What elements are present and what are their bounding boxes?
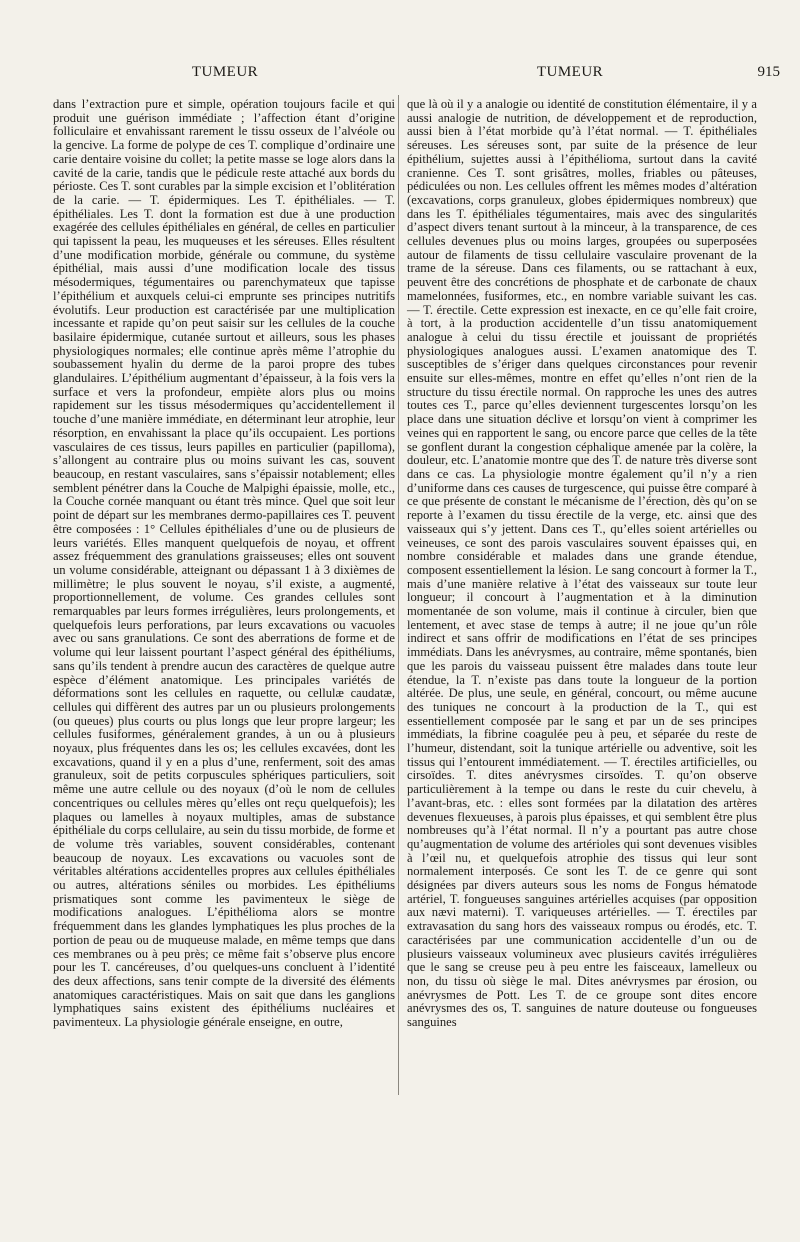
column-divider xyxy=(398,95,399,1095)
page-number: 915 xyxy=(757,64,780,80)
right-column xyxy=(407,98,757,1030)
left-column-text: dans l’extraction pure et simple, opération toujours facile et qui produit une guérison immédiate ; l’affection étant d’origine folliculaire et envahissant rarement le tissu osseux de l’alvéole ou la gencive. La forme de polype de ces T. complique d’ordinaire une carie dentaire voisine du collet; la petite masse se loge alors dans la cavité de la carie, tandis que le pédicule reste attaché aux bords du périoste. Ces T. sont curables par la simple excision et l’oblitération de la carie. — T. épidermiques. Les T. épithéliales. — T. épithéliales. Les T. dont la formation est due à une production exagérée des cellules épithéliales en général, de celles en particulier qui tapissent la peau, les muqueuses et les séreuses. Elles résultent d’une modification morbide, générale ou commune, du système épithélial, mais aussi d’une modification locale des tissus mésodermiques, tégumentaires ou parenchymateux que tapisse l’épithélium et auxquels celui-ci emprunte ses principes nutritifs évolutifs. Leur production est caractérisée par une multiplication incessante et rapide qu’on peut saisir sur les cellules de la couche basilaire épidermique, cutanée surtout et ailleurs, sous les phases physiologiques normales; elle continue après même l’atrophie du soubassement hyalin du derme de la paroi propre des tubes glandulaires. L’épithélium augmentant d’épaisseur, à la fois vers la surface et vers la profondeur, empiète alors plus ou moins rapidement sur les tissus mésodermiques qu’accidentellement il touche d’une manière immédiate, en déterminant leur atrophie, leur résorption, en envahissant la place qu’ils occupaient. Les portions vasculaires de ces tissus, leurs papilles en particulier (papilloma), s’allongent au contraire plus ou moins suivant les cas, souvent beaucoup, en restant vasculaires, sans s’épaissir notablement; elles semblent pénétrer dans la Couche de Malpighi épaissie, molle, etc., la Couche cornée manquant ou étant très mince. Quel que soit leur point de départ sur les membranes dermo-papillaires ces T. peuvent être composées : 1° Cellules épithéliales d’une ou de plusieurs de leurs variétés. Elles manquent quelquefois de noyau, et offrent assez fréquemment des granulations graisseuses; elles ont souvent un volume considérable, atteignant ou dépassant 1 à 3 dixièmes de millimètre; le plus souvent le noyau, s’il existe, a augmenté, proportionnellement, de volume. Ces grandes cellules sont remarquables par leurs formes irrégulières, leurs prolongements, et quelquefois leurs perforations, par leurs excavations ou vacuoles avec ou sans granulations. Ce sont des aberrations de forme et de volume qui leur laissent pourtant l’aspect général des épithéliums, sans qu’ils tendent à prendre aucun des caractères de quelque autre espèce d’élément anatomique. Les principales variétés de déformations sont les cellules en raquette, ou cellulæ caudatæ, cellules qui diffèrent des autres par un ou plusieurs prolongements (ou queues) plus courts ou plus longs que leur propre largeur; les cellules fusiformes, généralement grandes, à un ou à plusieurs noyaux, plus fréquentes dans les os; les cellules excavées, dont les excavations, quand il y en a plus d’une, renferment, soit des amas granuleux, soit de petits corpuscules sphériques particuliers, soit même une autre cellule ou des noyaux (d’où le nom de cellules concentriques ou cellules mères qu’elles ont reçu quelquefois); les plaques ou lamelles à noyaux multiples, amas de substance épithéliale du corps cellulaire, au sein du tissu morbide, de forme et de volume très variables, souvent considérables, contenant beaucoup de noyaux. Les excavations ou vacuoles sont de véritables altérations accidentelles propres aux cellules épithéliales ou autres, altérations séniles ou morbides. Les épithéliums prismatiques sont comme les pavimenteux le siège de modifications analogues. L’épithélioma alors se montre fréquemment dans les glandes lymphatiques les plus proches de la portion de peau ou de muqueuse malade, en même temps que dans ces membranes ou à peu près; ce même fait s’observe plus encore pour les T. cancéreuses, d’ou quelques-uns concluent à l’identité des deux affections, sans tenir compte de la diversité des éléments anatomiques caractéristiques. Mais on sait que dans les ganglions lymphatiques sains existent des épithéliums nucléaires et pavimenteux. La physiologie générale enseigne, en outre, xyxy=(53,97,395,1030)
running-head-right: TUMEUR xyxy=(536,64,604,80)
running-head-left: TUMEUR xyxy=(191,64,259,80)
left-column xyxy=(53,98,395,1030)
right-column-text: que là où il y a analogie ou identité de constitution élémentaire, il y a aussi analogie de nutrition, de développement et de reproduction, aussi bien à l’état morbide qu’à l’état normal. — T. épithéliales séreuses. Les séreuses sont, par suite de la présence de leur épithélium, sujettes aussi à l’épithélioma, surtout dans la cavité cranienne. Ces T. sont grisâtres, molles, friables ou pâteuses, pédiculées ou non. Les cellules offrent les mêmes modes d’altération (excavations, corps granuleux, globes épidermiques nombreux) que dans les T. épithéliales tégumentaires, mais avec des singularités d’aspect divers tenant surtout à la minceur, à la transparence, de ces cellules devenues plus ou moins larges, groupées ou superposées autour de filaments de tissu cellulaire vasculaire provenant de la trame de la séreuse. Dans ces filaments, ou se rattachant à eux, peuvent être des concrétions de phosphate et de carbonate de chaux mamelonnées, fusiformes, etc., en nombre variable suivant les cas. — T. érectile. Cette expression est inexacte, en ce qu’elle fait croire, à tort, à la production accidentelle d’un tissu anatomiquement analogue à celui du tissu érectile et jouissant de propriétés physiologiques analogues aussi. L’examen anatomique des T. susceptibles de s’ériger dans quelques circonstances pour revenir ensuite sur elles-mêmes, montre en effet qu’elles n’ont rien de la structure du tissu érectile normal. On rapproche les unes des autres toutes ces T., parce qu’elles deviennent turgescentes lorsqu’on les place dans une situation déclive et lorsqu’on vient à comprimer les veines qui en rapportent le sang, ou encore parce que celles de la tête se gonflent durant la congestion céphalique amenée par la colère, la douleur, etc. L’anatomie montre que des T. de nature très diverse sont dans ce cas. La physiologie montre également qu’il n’y a rien d’uniforme dans ces causes de turgescence, qui puisse être comparé à ce que présente de constant le mécanisme de l’érection, dès qu’on se reporte à l’examen du tissu érectile de la verge, etc. ainsi que des vaisseaux qui s’y jettent. Dans ces T., qu’elles soient artérielles ou veineuses, ce sont des parois vasculaires souvent épaisses qui, en nombre considérable et malades dans une grande étendue, composent essentiellement la lésion. Le sang concourt à former la T., mais d’une manière relative à l’état des vaisseaux sur toute leur longueur; il concourt à l’augmentation et à la diminution momentanée de son volume, mais il continue à circuler, bien que lentement, et avec stase de temps à autre; il ne joue qu’un rôle indirect et sans offrir de modifications en l’état de ses principes immédiats. Dans les anévrysmes, au contraire, même spontanés, bien que les parois du vaisseau puissent être malades dans toute leur étendue, la T. n’existe pas dans toute la longueur de la portion altérée. De plus, une seule, en général, concourt, ou même aucune des tuniques ne concourt à la production de la T., qui est essentiellement composée par le sang et par un de ses principes immédiats, la fibrine coagulée peu à peu, et séparée du reste de l’humeur, distendant, soit la tunique artérielle ou adventive, soit les tissus qui l’entourent immédiatement. — T. érectiles artificielles, ou cirsoïdes. T. dites anévrysmes cirsoïdes. T. qu’on observe particulièrement à la tempe ou dans le reste du cuir chevelu, à l’avant-bras, etc. : elles sont formées par la dilatation des artères devenues flexueuses, à parois plus épaisses, et qui semblent être plus nombreuses qu’à l’état normal. Il n’y a pourtant pas autre chose qu’augmentation de volume des artérioles qui sont devenues visibles à l’œil nu, et quelquefois atrophie des tissus qui leur sont normalement interposés. Ce sont les T. de ce genre qui sont désignées par divers auteurs sous les noms de Fongus hématode artériel, T. fongueuses sanguines artérielles acquises (par opposition aux nævi materni). T. variqueuses artérielles. — T. érectiles par extravasation du sang hors des vaisseaux rompus ou érodés, etc. T. caractérisées par une communication accidentelle d’un ou de plusieurs vaisseaux volumineux avec plusieurs cavités irrégulières que le sang se creuse peu à peu entre les faisceaux, lamelleux ou non, du tissu où siège le mal. Dites anévrysmes par érosion, ou anévrysmes de Pott. Les T. de ce groupe sont dites encore anévrysmes des os, T. sanguines de nature douteuse ou fongueuses sanguines xyxy=(407,97,757,1030)
